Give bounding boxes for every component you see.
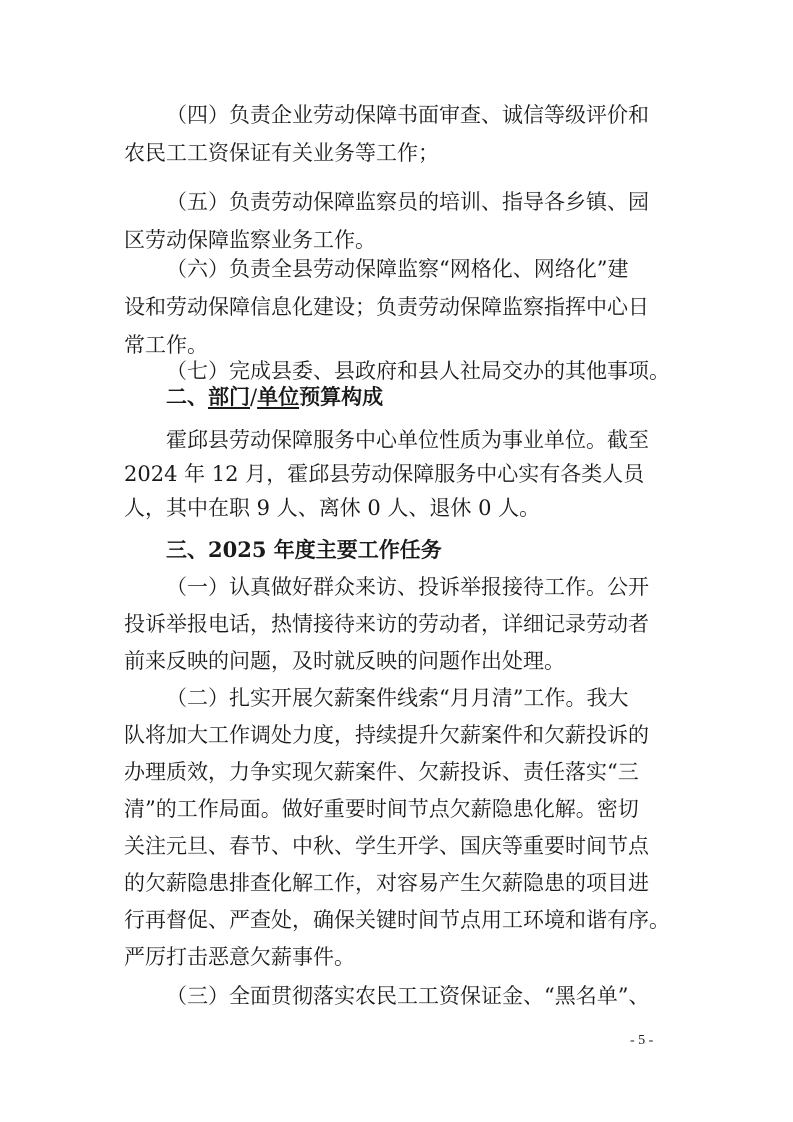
paragraph-line: 关注元旦、春节、中秋、学生开学、国庆等重要时间节点 [124, 834, 649, 858]
section-heading-budget [166, 384, 793, 410]
heading-unit: 单位 [257, 384, 300, 409]
paragraph-line: 的欠薪隐患排查化解工作，对容易产生欠薪隐患的项目进 [124, 871, 649, 895]
paragraph-line: 人，其中在职 9 人、离休 0 人、退休 0 人。 [124, 496, 541, 520]
heading-department: 部门 [208, 384, 250, 409]
paragraph-line: （六）负责全县劳动保障监察“网格化、网络化”建 [166, 257, 629, 281]
paragraph-line: （一）认真做好群众来访、投诉举报接待工作。公开 [166, 575, 649, 599]
paragraph-line: （二）扎实开展欠薪案件线索“月月清”工作。我大 [166, 686, 629, 710]
paragraph-line: （五）负责劳动保障监察员的培训、指导各乡镇、园 [166, 190, 649, 214]
heading-rest: 预算构成 [299, 384, 384, 409]
paragraph-line: 行再督促、严查处，确保关键时间节点用工环境和谐有序。 [124, 908, 670, 932]
paragraph-line: 严厉打击恶意欠薪事件。 [124, 945, 355, 969]
paragraph-line: 队将加大工作调处力度，持续提升欠薪案件和欠薪投诉的 [124, 723, 649, 747]
heading-slash: / [250, 385, 258, 409]
paragraph-line: 办理质效，力争实现欠薪案件、欠薪投诉、责任落实“三 [124, 760, 639, 784]
paragraph-line: 霍邱县劳动保障服务中心单位性质为事业单位。截至 [166, 428, 649, 452]
page-number: - 5 - [630, 1033, 654, 1048]
paragraph-line: 投诉举报电话，热情接待来访的劳动者，详细记录劳动者 [124, 612, 649, 636]
paragraph-line: （四）负责企业劳动保障书面审查、诚信等级评价和 [166, 103, 649, 127]
paragraph-line: 设和劳动保障信息化建设；负责劳动保障监察指挥中心日 [124, 295, 649, 319]
paragraph-line: 清”的工作局面。做好重要时间节点欠薪隐患化解。密切 [124, 797, 639, 821]
paragraph-line: 农民工工资保证有关业务等工作； [124, 141, 439, 165]
paragraph-line: 2024 年 12 月，霍邱县劳动保障服务中心实有各类人员 [124, 462, 645, 486]
heading-prefix: 二、 [166, 384, 208, 409]
paragraph-line: （三）全面贯彻落实农民工工资保证金、“黑名单”、 [166, 984, 650, 1008]
paragraph-line: 前来反映的问题，及时就反映的问题作出处理。 [124, 649, 565, 673]
paragraph-line: 常工作。 [124, 333, 208, 357]
paragraph-line: 区劳动保障监察业务工作。 [124, 228, 376, 252]
paragraph-line: （七）完成县委、县政府和县人社局交办的其他事项。 [166, 359, 670, 383]
section-heading-tasks: 三、2025 年度主要工作任务 [166, 537, 442, 562]
